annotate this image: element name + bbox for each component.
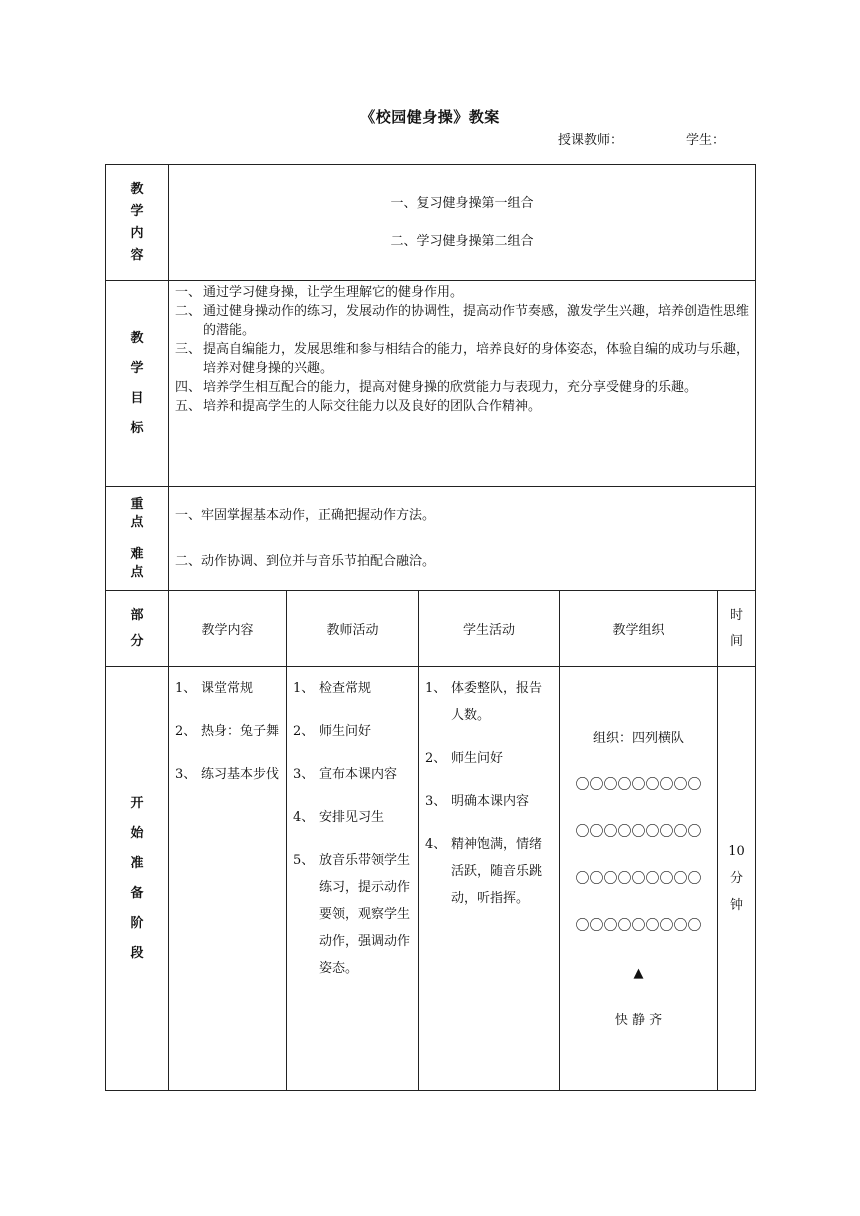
- stage-student-cell: [419, 667, 560, 1091]
- objectives-row: [106, 281, 756, 487]
- formation-row: 〇〇〇〇〇〇〇〇〇: [575, 824, 702, 840]
- stage-content-cell: [169, 667, 287, 1091]
- objective-item: 二、 通过健身操动作的练习，发展动作的协调性，提高动作节奏感，激发学生兴趣，培养创造性思维的潜能。: [175, 304, 750, 338]
- header-time: 时 间: [718, 591, 756, 667]
- teacher-label: 授课教师：: [558, 133, 624, 148]
- org-title: 组织：四列横队: [592, 731, 684, 746]
- key-point-item: 二、动作协调、到位并与音乐节拍配合融洽。: [175, 554, 436, 569]
- stage-org-cell: [560, 667, 718, 1091]
- list-item: 1、 检查常规: [293, 681, 372, 696]
- key-points-label: 重 点 难 点: [106, 487, 169, 591]
- list-item: 1、 体委整队，报告人数。: [425, 681, 543, 723]
- list-item: 2、 师生问好: [293, 724, 372, 739]
- header-part: 部 分: [106, 591, 169, 667]
- formation-row: 〇〇〇〇〇〇〇〇〇: [575, 871, 702, 887]
- header-teacher: 教师活动: [287, 591, 419, 667]
- teacher-position-icon: ▲: [633, 966, 644, 981]
- lesson-plan-table: [105, 164, 756, 1091]
- stage-time-cell: 10 分 钟: [718, 667, 756, 1091]
- key-points-row: [106, 487, 756, 591]
- slogan: 快 静 齐: [614, 1013, 663, 1028]
- header-content: 教学内容: [169, 591, 287, 667]
- list-item: 4、 精神饱满，情绪活跃，随音乐跳动，听指挥。: [425, 837, 543, 906]
- list-item: 3、 明确本课内容: [425, 794, 530, 809]
- header-org: 教学组织: [560, 591, 718, 667]
- objective-item: 一、 通过学习健身操，让学生理解它的健身作用。: [175, 285, 464, 300]
- content-row: [106, 165, 756, 281]
- header-student: 学生活动: [419, 591, 560, 667]
- student-label: 学生：: [686, 133, 726, 148]
- content-item: 一、复习健身操第一组合: [390, 195, 534, 211]
- formation-row: 〇〇〇〇〇〇〇〇〇: [575, 918, 702, 934]
- objectives-label: 教 学 目 标: [106, 281, 169, 487]
- content-item: 二、学习健身操第二组合: [390, 233, 534, 249]
- objective-item: 三、 提高自编能力，发展思维和参与相结合的能力，培养良好的身体姿态，体验自编的成功与乐趣，培养对健身操的兴趣。: [175, 342, 750, 376]
- list-item: 5、 放音乐带领学生练习，提示动作要领，观察学生动作，强调动作姿态。: [293, 853, 411, 976]
- key-points-cell: [169, 487, 756, 591]
- formation-row: 〇〇〇〇〇〇〇〇〇: [575, 777, 702, 793]
- list-item: 3、 练习基本步伐: [175, 767, 280, 782]
- objective-item: 五、 培养和提高学生的人际交往能力以及良好的团队合作精神。: [175, 399, 542, 414]
- list-item: 2、 师生问好: [425, 751, 504, 766]
- list-item: 4、 安排见习生: [293, 810, 385, 825]
- content-cell: [169, 165, 756, 281]
- content-label: 教 学 内 容: [106, 165, 169, 281]
- list-item: 1、 课堂常规: [175, 681, 254, 696]
- objectives-cell: [169, 281, 756, 487]
- objective-item: 四、 培养学生相互配合的能力，提高对健身操的欣赏能力与表现力，充分享受健身的乐趣。: [175, 380, 698, 395]
- list-item: 3、 宣布本课内容: [293, 767, 398, 782]
- stage-teacher-cell: [287, 667, 419, 1091]
- section-header-row: [106, 591, 756, 667]
- document-title: 《校园健身操》教案: [360, 108, 500, 126]
- list-item: 2、 热身：兔子舞: [175, 724, 280, 739]
- stage-start-row: [106, 667, 756, 1091]
- key-point-item: 一、牢固掌握基本动作，正确把握动作方法。: [175, 508, 436, 523]
- stage-label: 开 始 准 备 阶 段: [106, 667, 169, 1091]
